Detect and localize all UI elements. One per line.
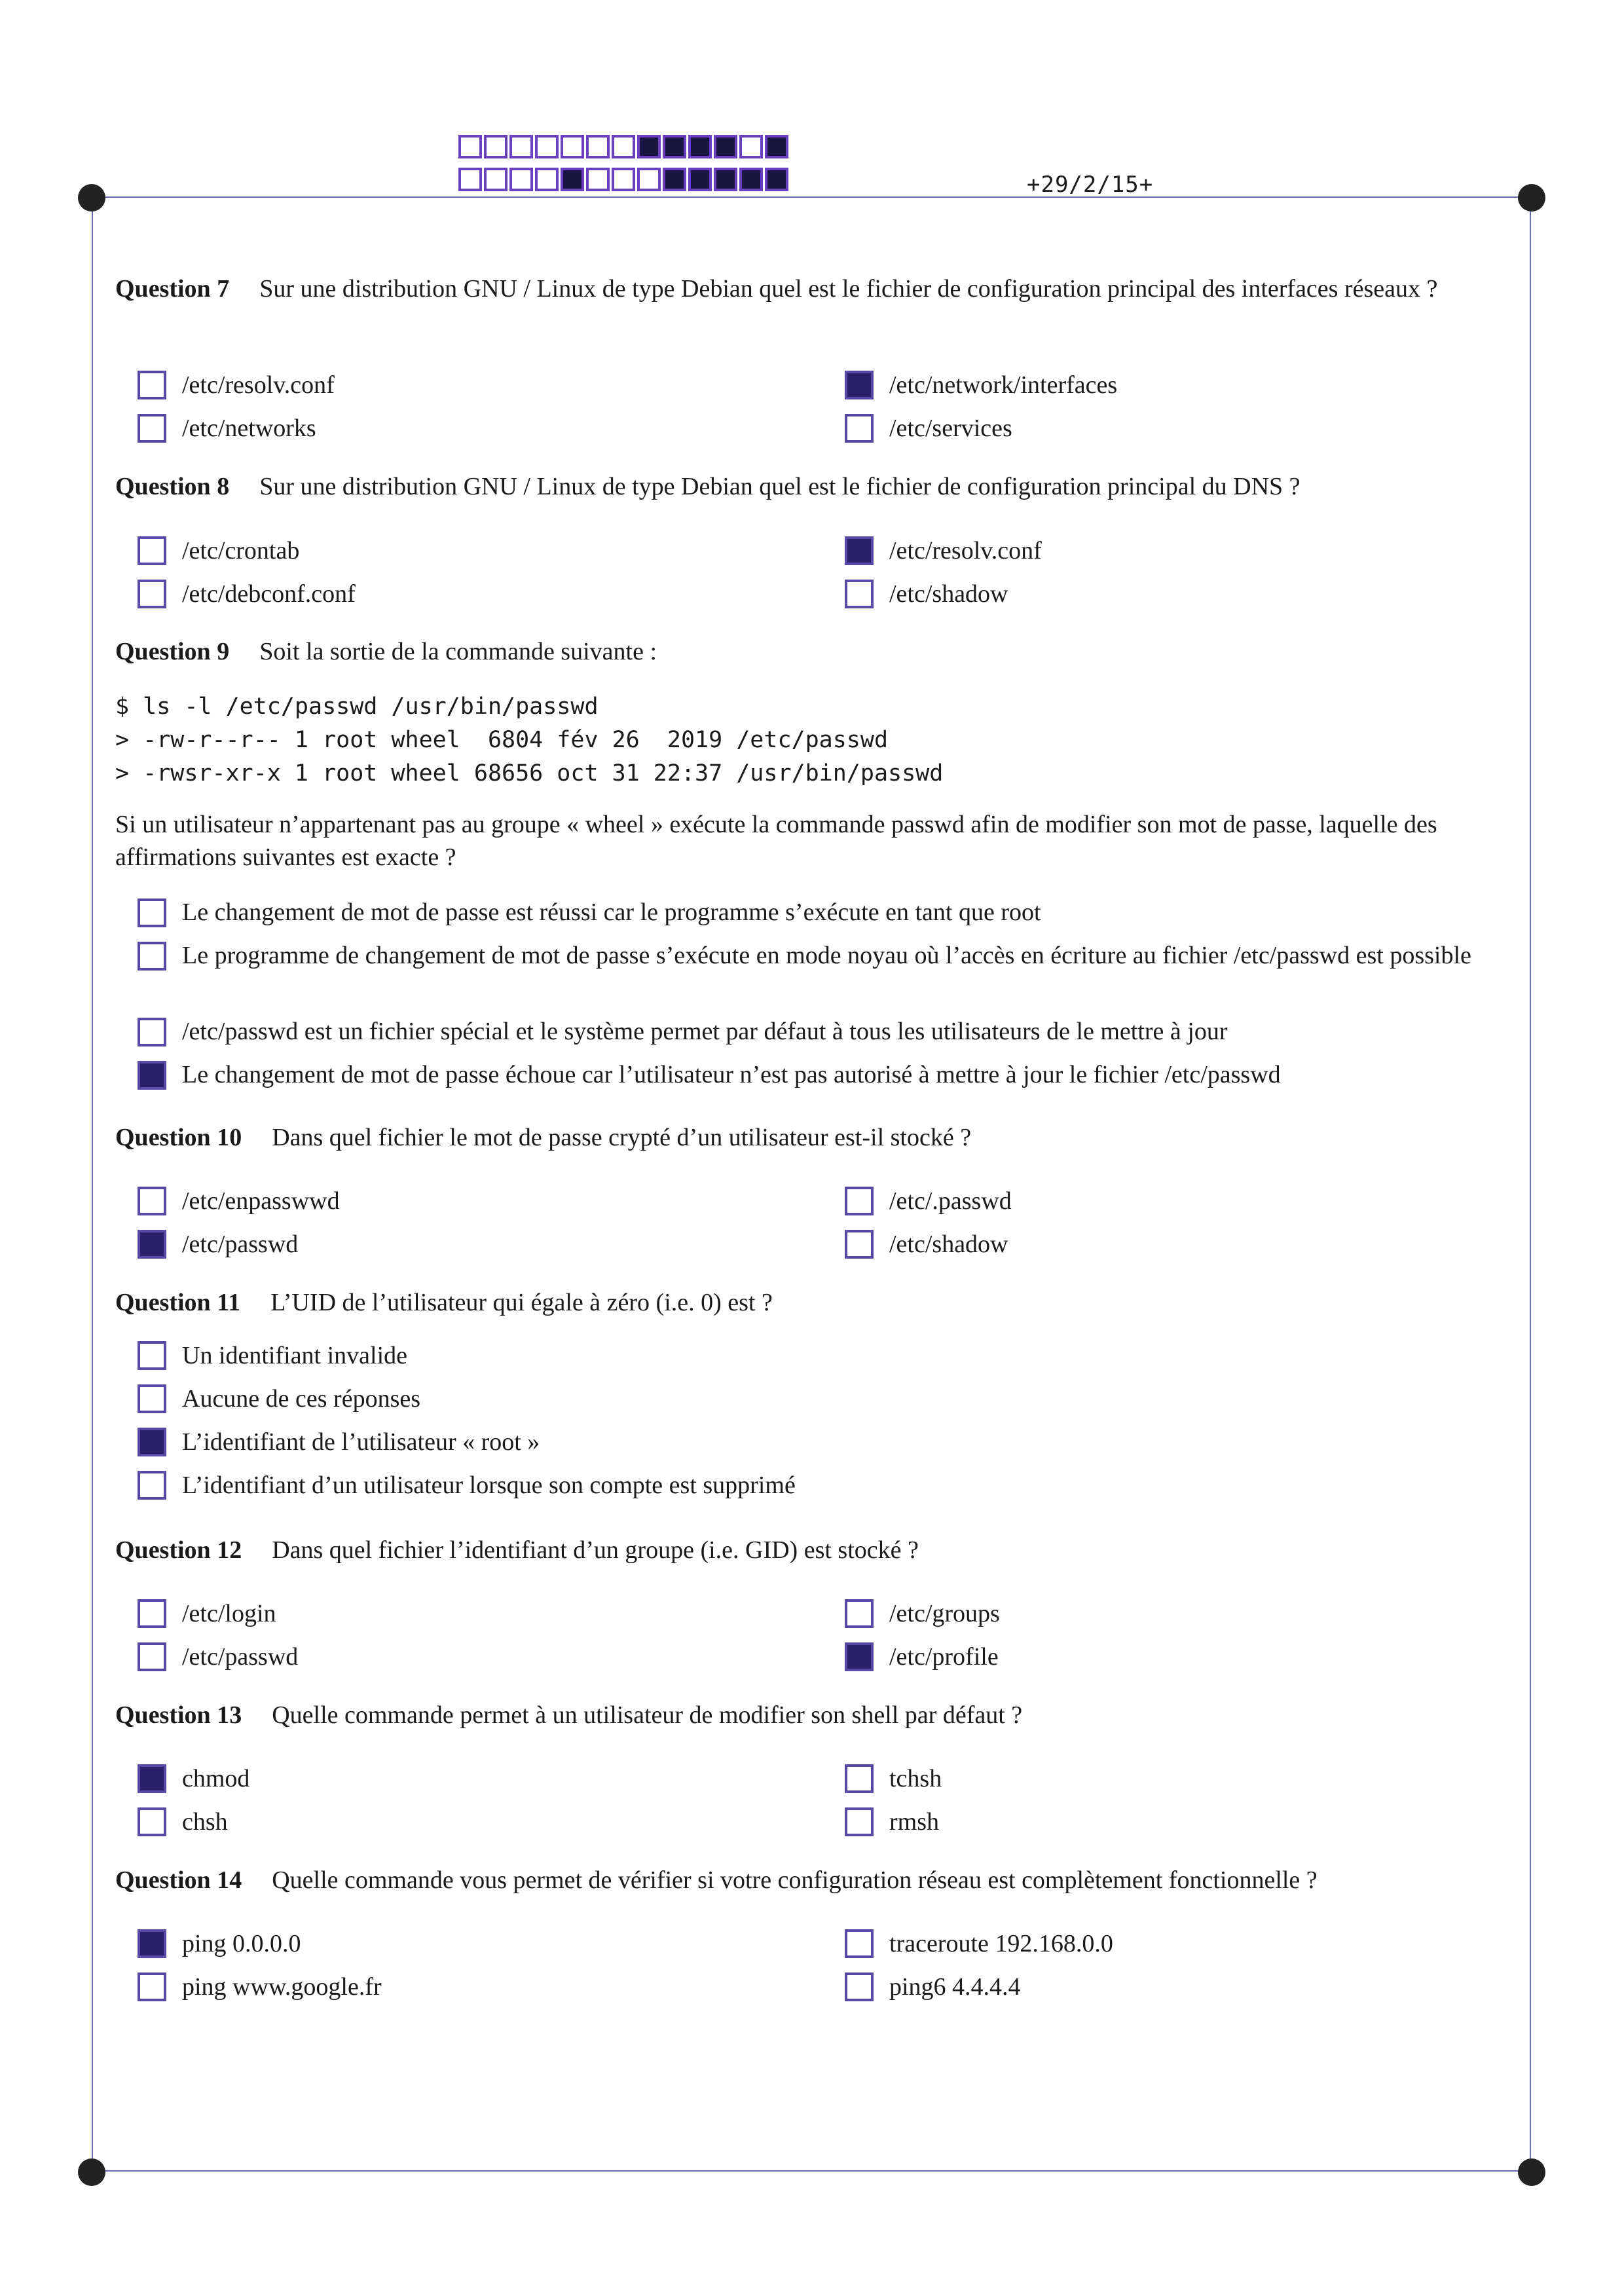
answer-option[interactable]: [845, 1229, 1008, 1260]
code-square: [484, 168, 507, 191]
answer-option[interactable]: [845, 1971, 1021, 2003]
code-square: [688, 168, 712, 191]
corner-mark-bottom-right: [1518, 2158, 1545, 2186]
code-square: [561, 168, 584, 191]
question-label: Question 14: [115, 1866, 242, 1894]
question-text: Quelle commande vous permet de vérifier si votre configuration réseau est complètement fonctionnelle ?: [272, 1866, 1318, 1894]
checkbox[interactable]: [138, 1341, 166, 1370]
answer-option[interactable]: [138, 1470, 796, 1501]
question-label: Question 9: [115, 638, 230, 665]
checkbox[interactable]: [138, 1187, 166, 1215]
answer-label: /etc/shadow: [889, 1231, 1008, 1258]
answer-option[interactable]: [138, 1598, 276, 1629]
question-label: Question 11: [115, 1289, 241, 1316]
checkbox[interactable]: [138, 1599, 166, 1628]
question-9: [115, 635, 1504, 668]
answer-label: /etc/resolv.conf: [182, 371, 335, 399]
answer-option[interactable]: [138, 1340, 407, 1371]
answer-label: ping6 4.4.4.4: [889, 1973, 1021, 2001]
checkbox[interactable]: [138, 1230, 166, 1259]
question-11: [115, 1286, 1504, 1319]
answer-option[interactable]: [138, 1058, 1506, 1091]
question-label: Question 10: [115, 1124, 242, 1151]
answer-option[interactable]: [138, 1763, 249, 1794]
answer-option[interactable]: [138, 1015, 1506, 1048]
checkbox[interactable]: [138, 1929, 166, 1958]
checkbox[interactable]: [138, 1018, 166, 1046]
code-square: [586, 135, 610, 158]
code-square: [535, 135, 559, 158]
checkbox[interactable]: [138, 1972, 166, 2001]
answer-option[interactable]: [845, 1806, 939, 1838]
answer-label: /etc/shadow: [889, 580, 1008, 608]
answer-option[interactable]: [845, 578, 1008, 610]
answer-label: /etc/resolv.conf: [889, 537, 1042, 565]
question-7: [115, 272, 1504, 305]
question-text: L’UID de l’utilisateur qui égale à zéro (i.e. 0) est ?: [270, 1289, 773, 1316]
code-square: [765, 135, 788, 158]
question-text: Dans quel fichier le mot de passe crypté d’un utilisateur est-il stocké ?: [272, 1124, 972, 1151]
answer-label: chmod: [182, 1765, 250, 1792]
question-text: Soit la sortie de la commande suivante :: [259, 638, 657, 665]
checkbox[interactable]: [845, 1929, 874, 1958]
answer-label: L’identifiant d’un utilisateur lorsque son compte est supprimé: [182, 1472, 796, 1499]
code-square: [739, 135, 763, 158]
question-text: Dans quel fichier l’identifiant d’un groupe (i.e. GID) est stocké ?: [272, 1536, 919, 1564]
question-text: Quelle commande permet à un utilisateur de modifier son shell par défaut ?: [272, 1701, 1023, 1729]
answer-label: Un identifiant invalide: [182, 1342, 408, 1369]
answer-option[interactable]: [845, 1598, 1000, 1629]
checkbox[interactable]: [138, 898, 166, 927]
answer-label: chsh: [182, 1808, 228, 1836]
answer-label: /etc/network/interfaces: [889, 371, 1118, 399]
question-context: Si un utilisateur n’appartenant pas au groupe « wheel » exécute la commande passwd afin de modifier son mot de passe, laquelle des affirmations suivantes est exacte ?: [115, 811, 1437, 871]
answer-label: /etc/profile: [889, 1643, 999, 1671]
page-code-row-2: [458, 168, 788, 191]
answer-option[interactable]: [138, 369, 335, 401]
checkbox[interactable]: [138, 580, 166, 608]
answer-option[interactable]: [845, 1641, 999, 1673]
code-square: [663, 135, 686, 158]
answer-label: /etc/debconf.conf: [182, 580, 356, 608]
checkbox[interactable]: [845, 1972, 874, 2001]
answer-option[interactable]: [138, 1641, 298, 1673]
checkbox[interactable]: [845, 371, 874, 399]
answer-option[interactable]: [138, 1229, 298, 1260]
checkbox[interactable]: [845, 1187, 874, 1215]
checkbox[interactable]: [845, 1230, 874, 1259]
answer-label: /etc/networks: [182, 415, 316, 442]
code-square: [509, 135, 533, 158]
code-square: [688, 135, 712, 158]
checkbox[interactable]: [845, 580, 874, 608]
question-label: Question 8: [115, 473, 230, 500]
code-square: [663, 168, 686, 191]
answer-option[interactable]: [138, 896, 1506, 929]
answer-label: ping 0.0.0.0: [182, 1930, 301, 1957]
answer-label: /etc/.passwd: [889, 1187, 1012, 1215]
code-square: [637, 168, 661, 191]
answer-option[interactable]: [138, 1426, 540, 1458]
question-13: [115, 1699, 1504, 1731]
answer-option[interactable]: [138, 535, 299, 566]
checkbox[interactable]: [845, 1764, 874, 1793]
answer-label: traceroute 192.168.0.0: [889, 1930, 1113, 1957]
code-square: [509, 168, 533, 191]
code-line: > -rw-r--r-- 1 root wheel 6804 fév 26 2019 /etc/passwd: [115, 727, 889, 753]
code-square: [458, 168, 482, 191]
checkbox[interactable]: [138, 371, 166, 399]
question-text: Sur une distribution GNU / Linux de type Debian quel est le fichier de configuration principal du DNS ?: [259, 473, 1301, 500]
answer-option[interactable]: [138, 1971, 382, 2003]
answer-option[interactable]: [845, 369, 1117, 401]
answer-label: tchsh: [889, 1765, 942, 1792]
checkbox[interactable]: [138, 1764, 166, 1793]
checkbox[interactable]: [138, 1384, 166, 1413]
code-square: [561, 135, 584, 158]
code-square: [739, 168, 763, 191]
corner-mark-top-left: [78, 184, 105, 212]
code-square: [714, 168, 737, 191]
checkbox[interactable]: [138, 1471, 166, 1500]
answer-label: /etc/passwd est un fichier spécial et le système permet par défaut à tous les utilisateurs de le mettre à jour: [182, 1018, 1228, 1045]
checkbox[interactable]: [138, 414, 166, 443]
answer-option[interactable]: [138, 1928, 301, 1959]
answer-label: /etc/enpasswwd: [182, 1187, 340, 1215]
answer-label: Le programme de changement de mot de passe s’exécute en mode noyau où l’accès en écriture au fichier /etc/passwd est possible: [182, 942, 1471, 969]
answer-option[interactable]: [138, 413, 316, 444]
answer-option[interactable]: [845, 413, 1012, 444]
question-8: [115, 470, 1504, 503]
question-label: Question 13: [115, 1701, 242, 1729]
code-line: > -rwsr-xr-x 1 root wheel 68656 oct 31 22:37 /usr/bin/passwd: [115, 760, 944, 787]
question-label: Question 12: [115, 1536, 242, 1564]
checkbox[interactable]: [138, 1642, 166, 1671]
checkbox[interactable]: [138, 1807, 166, 1836]
answer-label: /etc/passwd: [182, 1643, 299, 1671]
answer-option[interactable]: [845, 535, 1042, 566]
answer-option[interactable]: [845, 1185, 1012, 1217]
question-text: Sur une distribution GNU / Linux de type Debian quel est le fichier de configuration principal des interfaces réseaux ?: [259, 275, 1438, 303]
corner-mark-top-right: [1518, 184, 1545, 212]
code-square: [714, 135, 737, 158]
code-square: [612, 135, 635, 158]
answer-option[interactable]: [138, 578, 356, 610]
question-14: [115, 1864, 1504, 1897]
checkbox[interactable]: [138, 942, 166, 971]
page-code-row-1: [458, 135, 788, 158]
checkbox[interactable]: [845, 414, 874, 443]
checkbox[interactable]: [138, 1428, 166, 1456]
answer-option[interactable]: [138, 939, 1506, 972]
command-output: [115, 690, 943, 790]
checkbox[interactable]: [845, 1642, 874, 1671]
code-line: $ ls -l /etc/passwd /usr/bin/passwd: [115, 694, 599, 720]
question-label: Question 7: [115, 275, 230, 303]
code-square: [765, 168, 788, 191]
answer-label: Le changement de mot de passe est réussi car le programme s’exécute en tant que root: [182, 898, 1041, 926]
code-square: [586, 168, 610, 191]
answer-label: ping www.google.fr: [182, 1973, 382, 2001]
answer-label: /etc/crontab: [182, 537, 300, 565]
checkbox[interactable]: [138, 536, 166, 565]
answer-label: /etc/passwd: [182, 1231, 299, 1258]
code-square: [458, 135, 482, 158]
answer-option[interactable]: [138, 1185, 340, 1217]
checkbox[interactable]: [138, 1061, 166, 1090]
answer-label: /etc/services: [889, 415, 1012, 442]
answer-label: Aucune de ces réponses: [182, 1385, 421, 1413]
answer-label: L’identifiant de l’utilisateur « root »: [182, 1428, 540, 1456]
corner-mark-bottom-left: [78, 2158, 105, 2186]
checkbox[interactable]: [845, 536, 874, 565]
answer-label: Le changement de mot de passe échoue car l’utilisateur n’est pas autorisé à mettre à jour le fichier /etc/passwd: [182, 1061, 1281, 1088]
checkbox[interactable]: [845, 1599, 874, 1628]
answer-option[interactable]: [845, 1763, 942, 1794]
question-10: [115, 1121, 1504, 1154]
answer-option[interactable]: [138, 1383, 420, 1415]
question-12: [115, 1534, 1504, 1566]
page-id: +29/2/15+: [1027, 172, 1154, 198]
code-square: [484, 135, 507, 158]
checkbox[interactable]: [845, 1807, 874, 1836]
code-square: [637, 135, 661, 158]
answer-label: /etc/groups: [889, 1600, 1000, 1627]
code-square: [612, 168, 635, 191]
answer-option[interactable]: [845, 1928, 1113, 1959]
answer-label: /etc/login: [182, 1600, 276, 1627]
answer-label: rmsh: [889, 1808, 939, 1836]
answer-option[interactable]: [138, 1806, 228, 1838]
code-square: [535, 168, 559, 191]
